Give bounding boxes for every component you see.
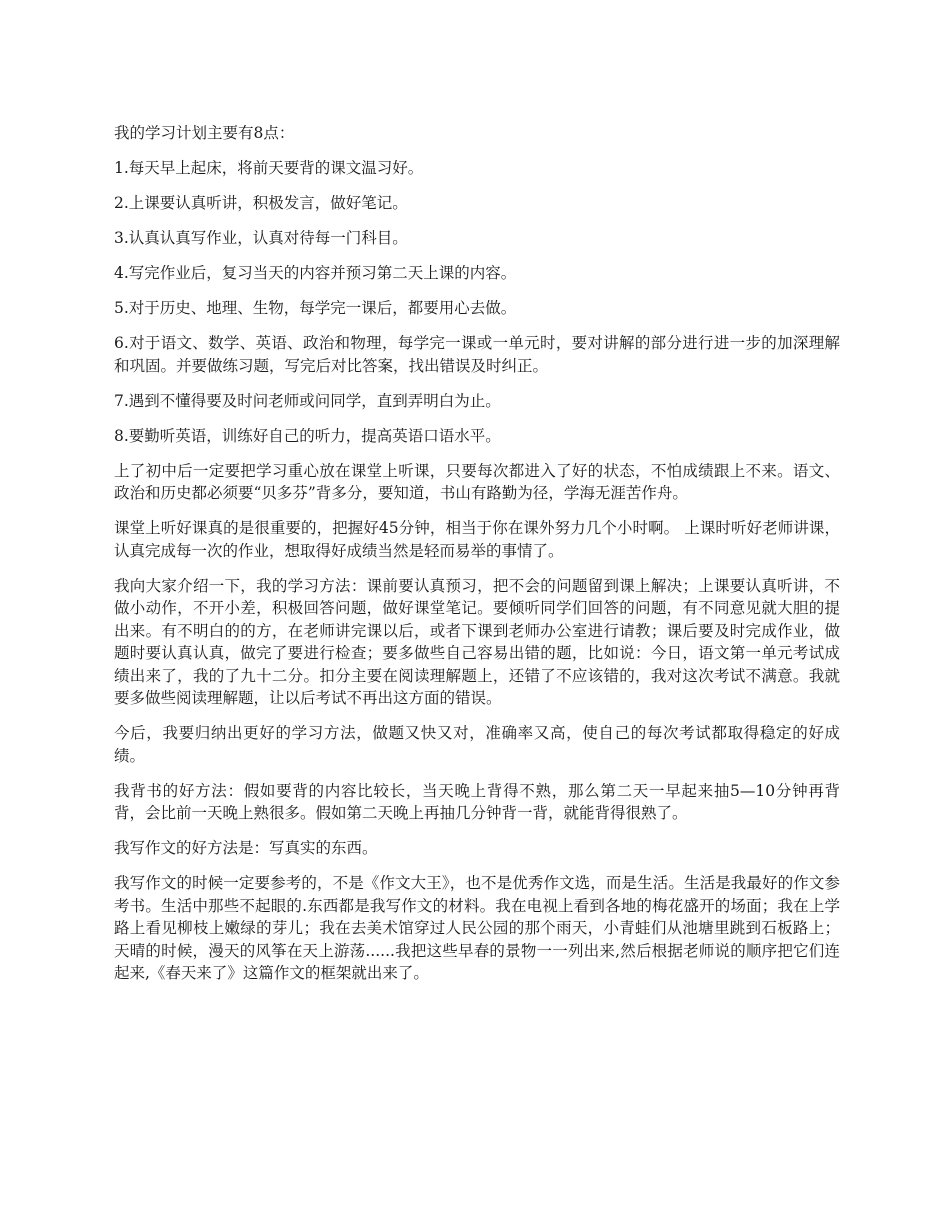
paragraph-future: 今后，我要归纳出更好的学习方法，做题又快又对，准确率又高，使自己的每次考试都取得稳定的好成绩。 [114, 724, 840, 765]
paragraph-writing-life: 我写作文的时候一定要参考的，不是《作文大王》，也不是优秀作文选，而是生活。生活是我最好的作文参考书。生活中那些不起眼的.东西都是我写作文的材料。我在电视上看到各地的梅花盛开的场面；我在上学路上看见柳枝上嫩绿的芽儿；我在去美术馆穿过人民公园的那个雨天，小青蛙们从池塘里跳到石板路上；天晴的时候，漫天的风筝在天上游荡......我把这些早春的景物一一列出来,然后根据老师说的顺序把它们连起来,《春天来了》这篇作文的框架就出来了。 [114, 874, 840, 982]
paragraph-item-8: 8.要勤听英语，训练好自己的听力，提高英语口语水平。 [114, 426, 501, 445]
paragraph-item-4: 4.写完作业后，复习当天的内容并预习第二天上课的内容。 [114, 264, 517, 282]
paragraph-intro: 我的学习计划主要有8点： [114, 124, 295, 142]
paragraph-memorization: 我背书的好方法：假如要背的内容比较长，当天晚上背得不熟，那么第二天一早起来抽5—10分钟再背背，会比前一天晚上熟很多。假如第二天晚上再抽几分钟背一背，就能背得很熟了。 [114, 781, 840, 822]
paragraph-study-method: 我向大家介绍一下，我的学习方法：课前要认真预习，把不会的问题留到课上解决；上课要认真听讲，不做小动作，不开小差，积极回答问题，做好课堂笔记。要倾听同学们回答的问题，有不同意见就大胆的提出来。有不明白的的方，在老师讲完课以后，或者下课到老师办公室进行请教；课后要及时完成作业，做题时要认真认真，做完了要进行检查；要多做些自己容易出错的题，比如说：今日，语文第一单元考试成绩出来了，我的了九十二分。扣分主要在阅读理解题上，还错了不应该错的，我对这次考试不满意。我就要多做些阅读理解题，让以后考试不再出这方面的错误。 [114, 576, 840, 707]
document-body [114, 122, 840, 997]
paragraph-item-1: 1.每天早上起床，将前天要背的课文温习好。 [114, 159, 424, 177]
paragraph-writing-method: 我写作文的好方法是：写真实的东西。 [114, 839, 378, 857]
paragraph-item-6: 6.对于语文、数学、英语、政治和物理，每学完一课或一单元时，要对讲解的部分进行进一步的加深理解和巩固。并要做练习题，写完后对比答案，找出错误及时纠正。 [114, 334, 840, 375]
paragraph-item-3: 3.认真认真写作业，认真对待每一门科目。 [114, 229, 408, 247]
paragraph-class-focus: 上了初中后一定要把学习重心放在课堂上听课，只要每次都进入了好的状态，不怕成绩跟上不来。语文、政治和历史都必须要“贝多芬”背多分，要知道，书山有路勤为径，学海无涯苦作舟。 [114, 461, 840, 502]
paragraph-listening: 课堂上听好课真的是很重要的，把握好45分钟，相当于你在课外努力几个小时啊。 上课时听好老师讲课，认真完成每一次的作业，想取得好成绩当然是轻而易举的事情了。 [114, 519, 840, 560]
paragraph-item-7: 7.遇到不懂得要及时问老师或问同学，直到弄明白为止。 [114, 391, 501, 410]
paragraph-item-5: 5.对于历史、地理、生物，每学完一课后，都要用心去做。 [114, 299, 517, 317]
paragraph-item-2: 2.上课要认真听讲，积极发言，做好笔记。 [114, 194, 408, 212]
